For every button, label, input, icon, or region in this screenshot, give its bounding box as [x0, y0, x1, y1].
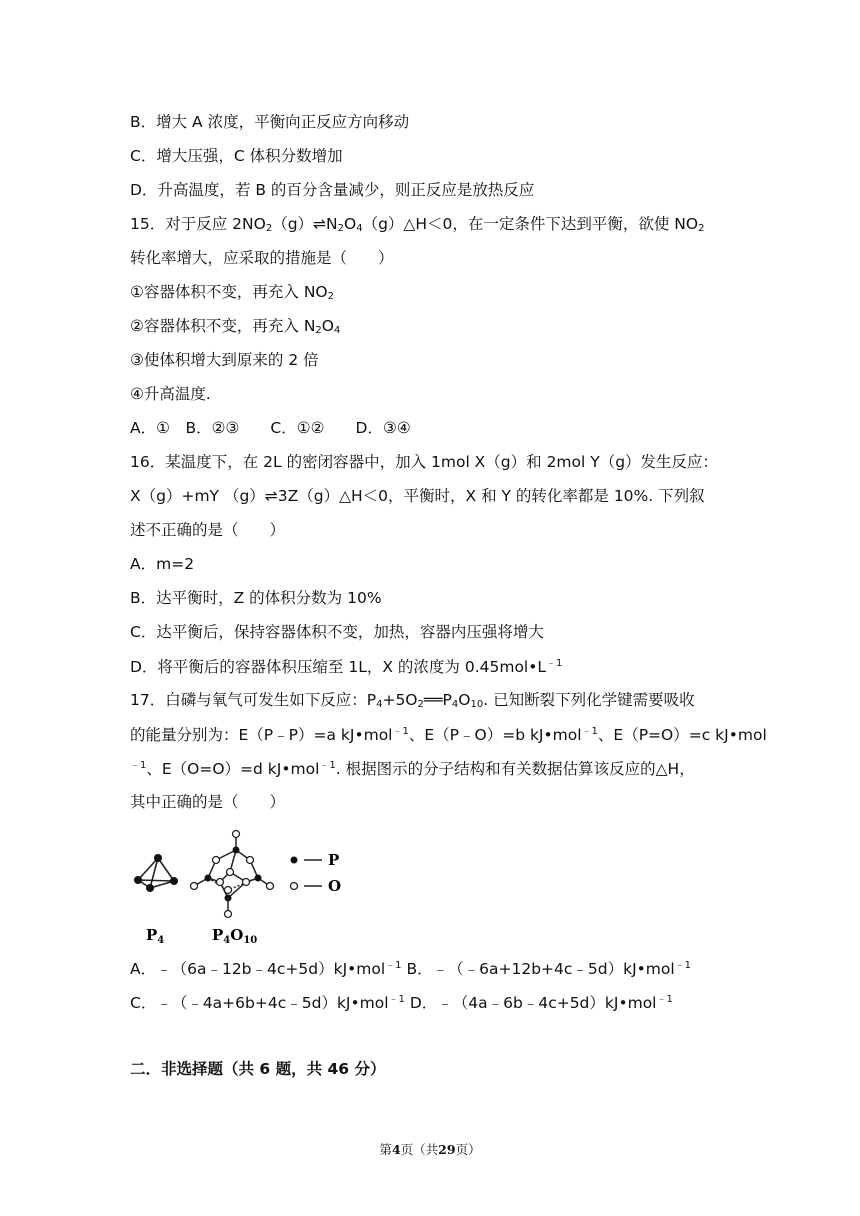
q17-stem-line2: 的能量分别为：E（P﹣P）=a kJ•mol$^{﹣1}$、E（P﹣O）=b kJ•mol$^{﹣1}$、E（P=O）=c kJ•mol [130, 726, 767, 744]
q15-stem-line1: 15．对于反应 $2NO_2(g)\rightleftharpoons N_2O_4(g)\triangle H<0$，在一定条件下达到平衡，欲使 $NO_2$ [130, 215, 705, 234]
q16-option-a: A．m=2 [130, 555, 195, 573]
legend-o-label: O [328, 877, 342, 895]
q17-stem-line3: $^{﹣1}$、E（O=O）=d kJ•mol$^{﹣1}$. 根据图示的分子结构和有关数据估算该反应的△H， [130, 760, 695, 778]
q17-options-cd: C．﹣（﹣4a+6b+4c﹣5d）kJ•mol$^{﹣1}$ D．﹣（4a﹣6b﹣4c+5d）kJ•mol$^{﹣1}$ [130, 994, 673, 1012]
q16-option-b: B．达平衡时，Z 的体积分数为 10% [130, 589, 382, 607]
q15-item-1: ①容器体积不变，再充入 $NO_2$ [130, 283, 334, 302]
q14-option-d: D．升高温度，若 B 的百分含量减少，则正反应是放热反应 [130, 181, 535, 199]
q17-options-ab: A．﹣（6a﹣12b﹣4c+5d）kJ•mol$^{﹣1}$ B．﹣（﹣6a+12b+4c﹣5d）kJ•mol$^{﹣1}$ [130, 960, 692, 978]
q17-stem-line4: 其中正确的是（ ） [130, 793, 286, 811]
q16-stem-line2: X（g）+mY （g）⇌3Z（g）△H＜0，平衡时，X 和 Y 的转化率都是 10%. 下列叙 [130, 487, 705, 505]
section-heading: 二．非选择题（共 6 题，共 46 分） [130, 1060, 386, 1078]
p4-label: $P_4$ [146, 926, 165, 946]
page-number: 4 [391, 1142, 401, 1157]
q14-option-b: B．增大 A 浓度，平衡向正反应方向移动 [130, 113, 410, 131]
p4o10-label: $P_4O_{10}$ [212, 926, 258, 946]
legend-p-label: P [328, 851, 340, 869]
q15-item-2: ②容器体积不变，再充入 $N_2O_4$ [130, 317, 341, 336]
page-footer: 第4页（共29页） [379, 1142, 481, 1157]
q16-stem-line1: 16．某温度下，在 2L 的密闭容器中，加入 1mol X（g）和 2mol Y（g）发生反应： [130, 453, 719, 471]
q14-option-c: C．增大压强，C 体积分数增加 [130, 147, 343, 165]
molecule-figure [128, 820, 368, 950]
total-pages: 29 [438, 1142, 456, 1157]
q17-stem-line1: 17．白磷与氧气可发生如下反应：$P_4+5O_2══P_4O_{10}$. 已知断裂下列化学键需要吸收 [130, 691, 695, 710]
q15-item-4: ④升高温度. [130, 385, 211, 403]
q16-option-c: C．达平衡后，保持容器体积不变，加热，容器内压强将增大 [130, 623, 544, 641]
q15-options: A．① B．②③ C．①② D．③④ [130, 419, 411, 437]
q16-option-d: D．将平衡后的容器体积压缩至 1L，X 的浓度为 $0.45mol•L^{﹣1}$ [130, 658, 563, 676]
p4-molecule [138, 858, 174, 888]
q15-item-3: ③使体积增大到原来的 2 倍 [130, 351, 319, 369]
q16-stem-line3: 述不正确的是（ ） [130, 521, 286, 539]
q15-stem-line2: 转化率增大，应采取的措施是（ ） [130, 249, 394, 267]
figure-legend [291, 851, 342, 895]
